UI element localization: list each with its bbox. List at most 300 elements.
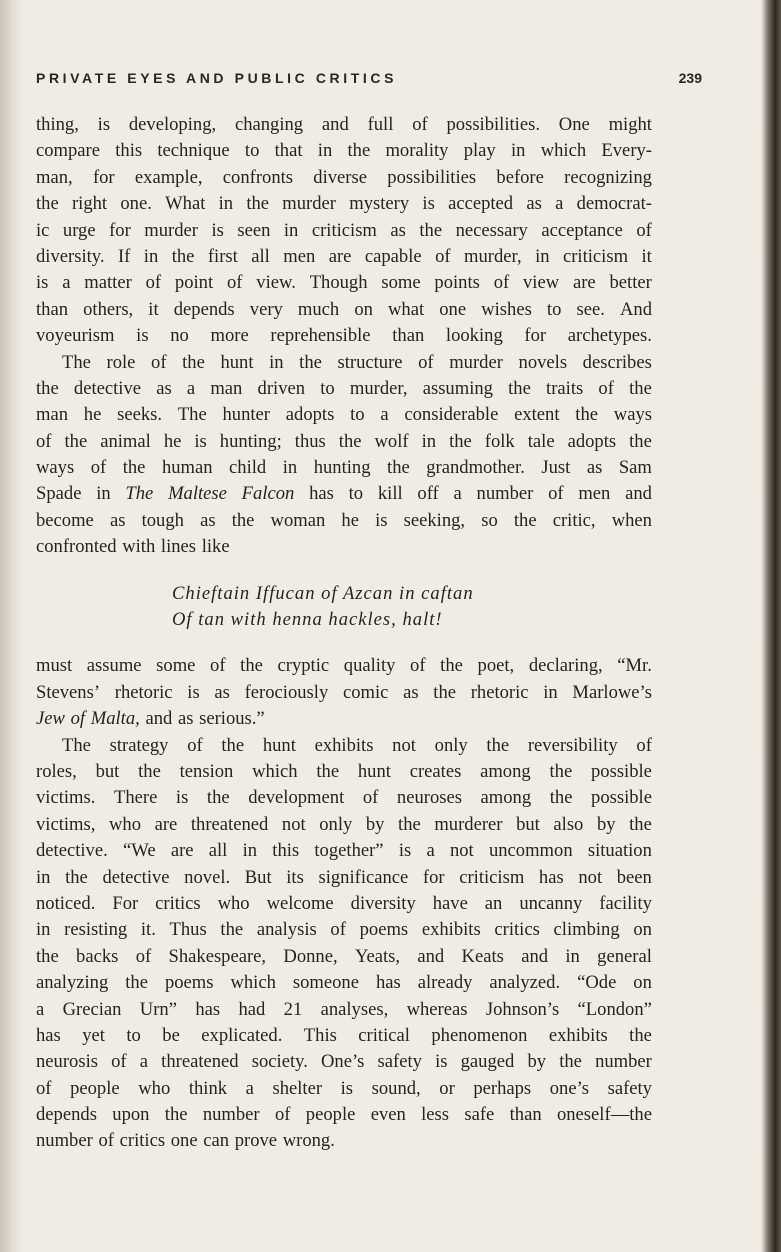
word: For (112, 892, 139, 914)
word: is (187, 681, 200, 703)
word: the (629, 377, 652, 399)
word: of (70, 708, 86, 730)
word: of (410, 655, 426, 677)
page-gutter-shadow (0, 0, 22, 1252)
word: a (36, 998, 45, 1020)
word: the (64, 430, 88, 452)
word: not (449, 840, 474, 862)
word: as (526, 193, 542, 215)
word: the (182, 351, 205, 373)
word: the (508, 377, 531, 399)
word: off (417, 483, 439, 505)
word: the (629, 430, 652, 452)
text-line (36, 891, 652, 917)
word: resisting (64, 919, 128, 941)
word: “London” (577, 998, 652, 1020)
body-text (36, 112, 652, 1155)
word: Marlowe’s (572, 681, 652, 703)
word: in (535, 245, 550, 267)
word: hunter (222, 404, 271, 426)
text-line (36, 138, 652, 164)
word: safe (464, 1104, 495, 1126)
word: full (367, 114, 394, 135)
word: in (543, 681, 558, 703)
word: are (170, 840, 194, 862)
word: Jew (36, 708, 65, 730)
word: safety (377, 1051, 422, 1073)
word: analyses, (320, 998, 389, 1020)
word: to (348, 483, 364, 505)
word: the (338, 430, 362, 452)
word: wishes (481, 298, 532, 320)
word: the (220, 919, 244, 941)
word: facility (599, 892, 652, 914)
word: are (154, 813, 178, 835)
word: phenomenon (431, 1024, 528, 1046)
text-line (36, 165, 652, 191)
word: the (513, 509, 537, 531)
word: among (480, 787, 532, 809)
word: right (71, 193, 108, 215)
word: example, (134, 166, 203, 188)
word: the (36, 193, 59, 215)
word: view. (256, 272, 296, 294)
word: first (207, 245, 238, 267)
word: he (163, 430, 182, 452)
verse-quotation (36, 581, 652, 634)
word: Falcon (241, 483, 295, 505)
word: a (426, 840, 435, 862)
word: someone (292, 972, 359, 994)
text-line (36, 1023, 652, 1049)
word: acceptance (541, 219, 623, 241)
word: poems (359, 919, 409, 941)
text-line (36, 680, 652, 706)
word: in (269, 351, 284, 373)
text-line (36, 1076, 652, 1102)
word: victims, (36, 813, 96, 835)
word: gauged (460, 1051, 515, 1073)
word: the (122, 457, 146, 479)
word: developing, (128, 114, 217, 135)
word: is (175, 787, 189, 809)
word: of (210, 655, 226, 677)
text-line (36, 1102, 652, 1128)
word: seeking, (403, 509, 466, 531)
word: not (392, 734, 416, 756)
word: in (282, 457, 298, 479)
running-head: PRIVATE EYES AND PUBLIC CRITICS (36, 70, 398, 86)
word: number (202, 1104, 260, 1126)
word: see. (576, 298, 605, 320)
word: Donne, (283, 945, 338, 967)
word: become (36, 509, 94, 531)
word: hunt (262, 734, 296, 756)
word: man (210, 377, 243, 399)
word: on (633, 972, 652, 994)
word: point (174, 272, 214, 294)
text-line (36, 191, 652, 217)
word: of (135, 945, 152, 967)
word: oneself—the (556, 1104, 652, 1126)
word: very (249, 298, 283, 320)
word: noticed. (36, 892, 96, 914)
word: an (484, 892, 503, 914)
word: the (164, 1104, 188, 1126)
word: “Ode (577, 972, 617, 994)
word: Though (309, 272, 368, 294)
word: not (578, 866, 603, 888)
paragraph (36, 733, 652, 1155)
word: Thus (169, 919, 207, 941)
word: the (419, 219, 443, 241)
word: shelter (272, 1077, 323, 1099)
word: rhetoric (114, 681, 173, 703)
word: criticism (562, 245, 629, 267)
word: have (432, 892, 468, 914)
word: to (350, 404, 365, 426)
word: One’s (321, 1051, 365, 1073)
word: for (92, 166, 115, 188)
word: tension (179, 760, 234, 782)
word: Stevens’ (36, 681, 101, 703)
word: together” (314, 840, 384, 862)
word: woman (270, 509, 326, 531)
word: confronted (36, 536, 117, 558)
word: play (463, 140, 496, 162)
word: only (319, 813, 353, 835)
word: But (244, 866, 272, 888)
word: hunt (220, 351, 254, 373)
word: possible (590, 760, 652, 782)
word: diverse (313, 166, 367, 188)
word: murder (449, 351, 503, 373)
word: by (596, 813, 616, 835)
word: Grecian (62, 998, 122, 1020)
word: considerable (404, 404, 499, 426)
word: in (36, 919, 51, 941)
word: analysis (256, 919, 317, 941)
word: thus (294, 430, 326, 452)
word: some (156, 655, 196, 677)
paragraph (36, 112, 652, 350)
word: role (106, 351, 136, 373)
word: This (303, 1024, 337, 1046)
text-line (36, 759, 652, 785)
word: If (117, 245, 131, 267)
text-line (36, 112, 652, 138)
word: possible (591, 787, 652, 809)
word: in (218, 193, 234, 215)
word: critics (494, 919, 540, 941)
text-line (36, 429, 652, 455)
text-line (36, 1049, 652, 1075)
text-line (36, 376, 652, 402)
word: exhibits (314, 734, 374, 756)
word: driven (257, 377, 306, 399)
word: all (208, 840, 228, 862)
word: Urn” (139, 998, 177, 1020)
word: with (122, 536, 156, 558)
word: he (83, 404, 102, 426)
word: who (138, 1077, 171, 1099)
word: been (616, 866, 652, 888)
word: of (418, 351, 434, 373)
word: of (98, 1130, 114, 1152)
word: is (398, 840, 412, 862)
paragraph (36, 350, 652, 561)
word: man, (36, 166, 73, 188)
word: critical (358, 1024, 410, 1046)
word: analyzing (36, 972, 109, 994)
word: as (109, 509, 126, 531)
word: strategy (109, 734, 169, 756)
text-line (36, 402, 652, 428)
word: of (636, 734, 652, 756)
word: society. (251, 1051, 308, 1073)
word: among (480, 760, 531, 782)
word: murder, (349, 377, 408, 399)
word: “Mr. (617, 655, 652, 677)
word: child (229, 457, 267, 479)
word: tale (527, 430, 555, 452)
word: the (316, 760, 340, 782)
word: diversity (350, 892, 416, 914)
text-line (36, 917, 652, 943)
word: accepted (448, 193, 514, 215)
word: in (421, 430, 437, 452)
word: the (629, 813, 652, 835)
word: hunting (313, 457, 371, 479)
word: diversity. (36, 245, 105, 267)
word: of (187, 734, 203, 756)
word: reprehensible (270, 325, 371, 347)
word: climbing (553, 919, 620, 941)
word: sound, (371, 1077, 421, 1099)
word: has (309, 483, 334, 505)
word: the (36, 377, 59, 399)
word: of (362, 787, 379, 809)
word: murder (282, 193, 336, 215)
word: morality (385, 140, 449, 162)
word: kill (377, 483, 403, 505)
word: “We (123, 840, 156, 862)
text-line (36, 653, 652, 679)
word: novel. (184, 866, 231, 888)
word: when (611, 509, 652, 531)
word: thing, (36, 114, 79, 135)
word: tough (141, 509, 184, 531)
word: quality (343, 655, 396, 677)
word: not (281, 813, 306, 835)
word: he (341, 509, 359, 531)
word: confronts (222, 166, 294, 188)
word: comic (342, 681, 389, 703)
word: it (148, 298, 159, 320)
word: as (390, 219, 406, 241)
word: that (274, 140, 303, 162)
word: wrong. (282, 1130, 335, 1152)
word: in (242, 840, 258, 862)
word: of (598, 377, 614, 399)
word: the (440, 655, 463, 677)
word: explicated. (201, 1024, 283, 1046)
text-line (36, 970, 652, 996)
word: Malta, (90, 708, 140, 730)
word: than (36, 298, 69, 320)
word: so (481, 509, 498, 531)
word: grandmother. (426, 457, 525, 479)
word: one (170, 1130, 198, 1152)
word: welcome (266, 892, 334, 914)
text-line (36, 323, 652, 349)
word: Yeats, (354, 945, 401, 967)
word: general (597, 945, 652, 967)
text-line (36, 785, 652, 811)
text-line (36, 270, 652, 296)
word: on (633, 919, 652, 941)
word: And (619, 298, 652, 320)
word: uncanny (519, 892, 583, 914)
word: lines (160, 536, 197, 558)
word: view (523, 272, 560, 294)
word: the (221, 734, 245, 756)
word: which (230, 972, 276, 994)
word: has (195, 998, 221, 1020)
text-line (36, 534, 652, 560)
word: possibilities (387, 166, 477, 188)
word: of (151, 351, 167, 373)
word: One (558, 114, 590, 135)
word: mystery (349, 193, 410, 215)
word: compare (36, 140, 101, 162)
text-line (36, 838, 652, 864)
word: who (217, 892, 250, 914)
word: wolf (374, 430, 409, 452)
word: less (421, 1104, 450, 1126)
text-line (36, 244, 652, 270)
word: some (381, 272, 421, 294)
word: criticism (459, 866, 525, 888)
word: but (95, 760, 120, 782)
word: looking (445, 325, 503, 347)
word: men (578, 483, 611, 505)
word: also (553, 813, 584, 835)
word: of (493, 272, 510, 294)
word: already (417, 972, 473, 994)
word: creates (409, 760, 462, 782)
word: to (320, 377, 335, 399)
word: of (111, 1051, 127, 1073)
word: of (145, 272, 162, 294)
word: has (36, 1024, 61, 1046)
word: possibilities. (446, 114, 540, 135)
word: its (286, 866, 304, 888)
word: serious.” (199, 708, 265, 730)
word: of (36, 430, 52, 452)
word: or (439, 1077, 455, 1099)
word: has (375, 972, 401, 994)
word: people (70, 1077, 120, 1099)
word: analyzed. (489, 972, 561, 994)
word: murder, (464, 245, 522, 267)
word: of (274, 1104, 291, 1126)
word: number (476, 483, 534, 505)
word: necessary (455, 219, 528, 241)
word: development (248, 787, 345, 809)
word: reversibility (527, 734, 618, 756)
word: in (143, 245, 159, 267)
word: prove (234, 1130, 278, 1152)
word: assume (86, 655, 142, 677)
word: There (113, 787, 158, 809)
word: Maltese (168, 483, 227, 505)
word: one. (120, 193, 152, 215)
word: only (434, 734, 468, 756)
verse-line: Of tan with henna hackles, halt! (172, 609, 443, 631)
word: democrat- (576, 193, 652, 215)
word: novels (518, 351, 568, 373)
word: structure (337, 351, 403, 373)
word: is (136, 325, 149, 347)
word: the (559, 1051, 582, 1073)
word: to (244, 140, 260, 162)
paragraph (36, 653, 652, 732)
word: murder (144, 219, 198, 241)
word: in (36, 866, 51, 888)
word: is (340, 1077, 354, 1099)
word: animal (100, 430, 151, 452)
word: capable (364, 245, 422, 267)
word: than (392, 325, 425, 347)
word: the (36, 945, 59, 967)
page-edge-shadow (761, 0, 781, 1252)
word: traits (546, 377, 584, 399)
word: rhetoric (470, 681, 529, 703)
word: as (586, 457, 603, 479)
word: detective (73, 377, 142, 399)
word: for (422, 866, 445, 888)
word: this (115, 140, 143, 162)
word: than (509, 1104, 542, 1126)
word: the (231, 509, 255, 531)
word: Sam (618, 457, 652, 479)
word: number (36, 1130, 93, 1152)
word: as (403, 681, 419, 703)
word: a (62, 272, 71, 294)
word: the (449, 430, 472, 452)
word: threatened (161, 1051, 239, 1073)
word: is (211, 219, 224, 241)
word: Spade (36, 483, 82, 505)
word: of (435, 245, 451, 267)
word: voyeurism (36, 325, 115, 347)
word: the (125, 972, 148, 994)
word: Just (541, 457, 571, 479)
word: of (226, 272, 243, 294)
text-line (36, 455, 652, 481)
text-line (36, 350, 652, 376)
word: matter (84, 272, 132, 294)
word: the (240, 655, 263, 677)
word: uncommon (488, 840, 573, 862)
word: human (161, 457, 213, 479)
word: for (109, 219, 131, 241)
word: a (380, 404, 389, 426)
page-header (36, 70, 702, 94)
word: and (145, 708, 173, 730)
word: is (194, 430, 207, 452)
